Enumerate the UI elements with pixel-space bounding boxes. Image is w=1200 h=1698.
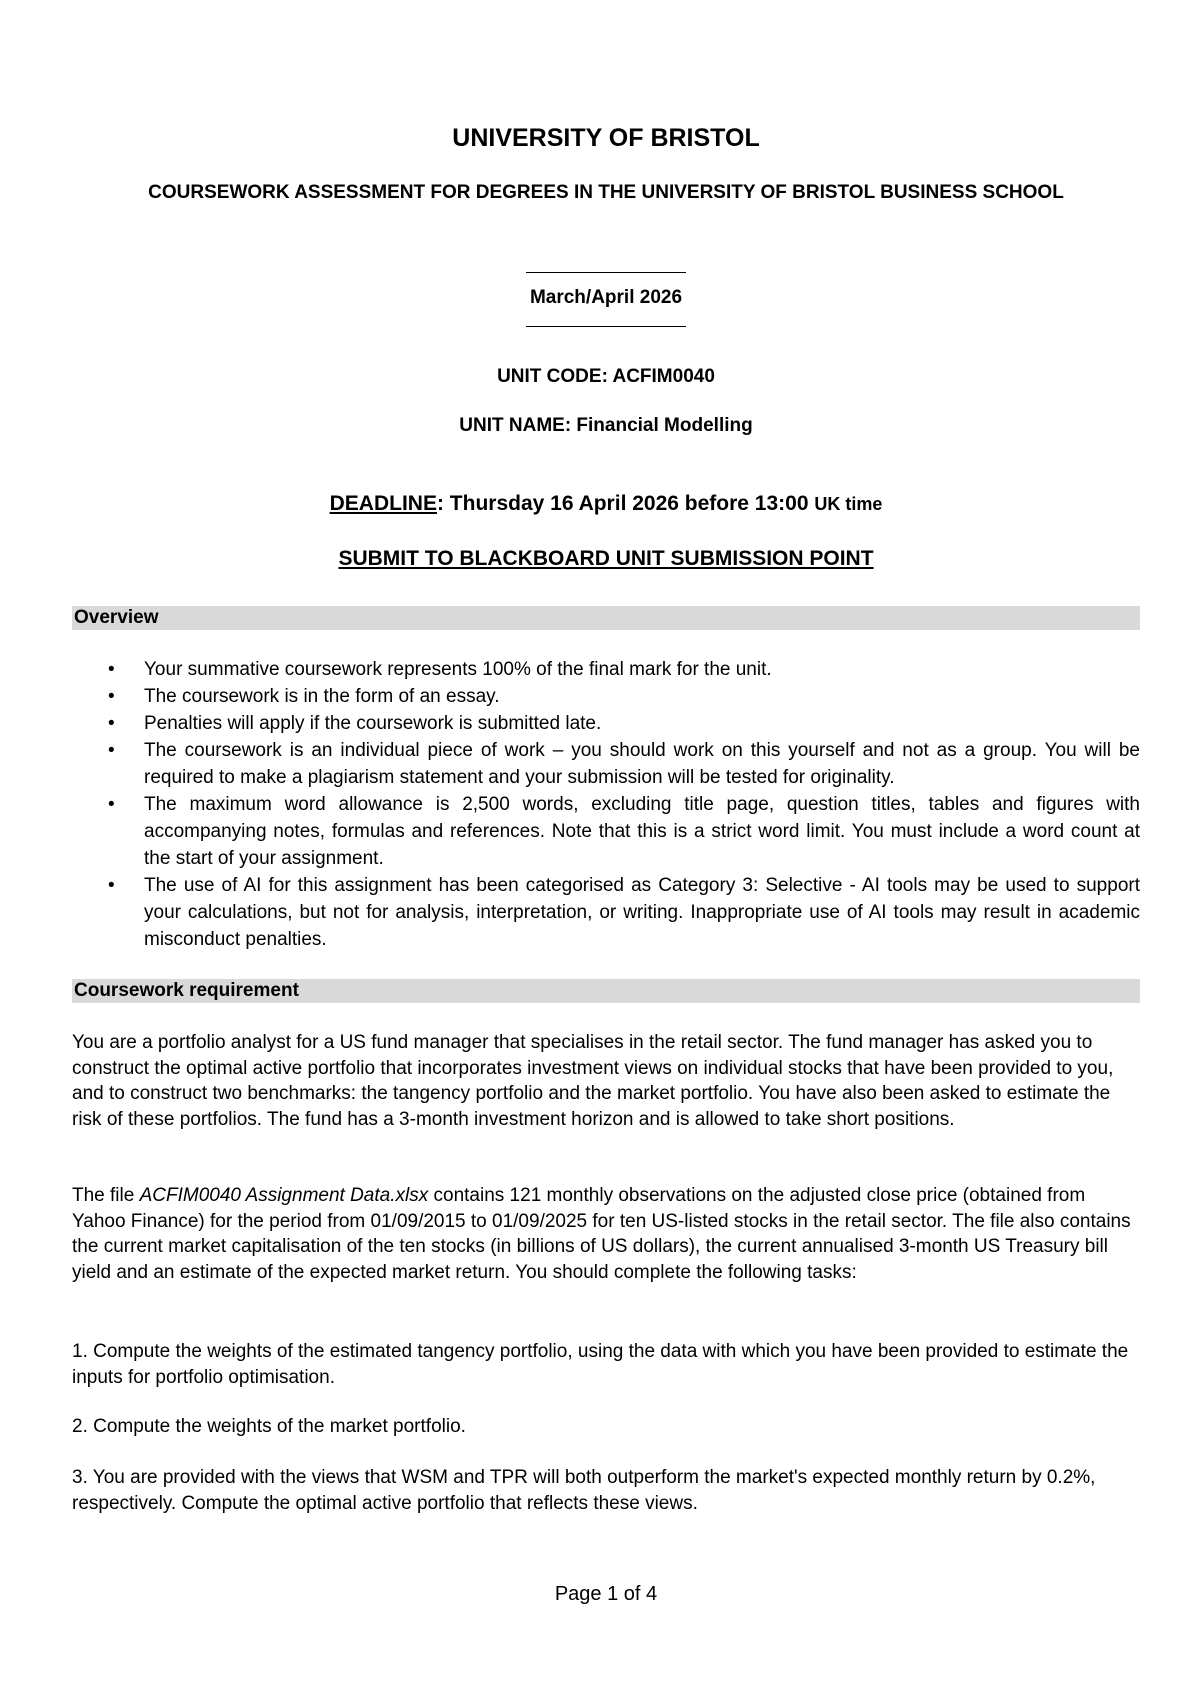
list-item: • Penalties will apply if the coursework is submitted late.: [72, 710, 1140, 737]
list-item: • The maximum word allowance is 2,500 words, excluding title page, question titles, tables and figures with accompanying notes, formulas and references. Note that this is a strict word limit. You must include a word count at the start of your assignment.: [72, 791, 1140, 872]
deadline-text: : Thursday 16 April 2026 before 13:00: [436, 492, 815, 515]
task-3: 3. You are provided with the views that WSM and TPR will both outperform the market's expected monthly return by 0.2%, respectively. Compute the optimal active portfolio that reflects these views.: [72, 1467, 1096, 1514]
page-number: Page 1 of 4: [554, 1583, 658, 1605]
bullet-icon: •: [108, 794, 115, 815]
bullet-icon: •: [108, 713, 115, 734]
submission-instruction: SUBMIT TO BLACKBOARD UNIT SUBMISSION POINT: [338, 547, 874, 570]
deadline-timezone: UK time: [814, 494, 883, 514]
task-1: 1. Compute the weights of the estimated tangency portfolio, using the data with which you have been provided to estimate the inputs for portfolio optimisation.: [72, 1341, 1129, 1388]
bullet-icon: •: [108, 659, 115, 680]
requirement-intro: You are a portfolio analyst for a US fund manager that specialises in the retail sector. The fund manager has asked you to construct the optimal active portfolio that incorporates investment views on individual stocks that have been provided to you, and to construct two benchmarks: the tangency portfolio and the market portfolio. You have also been asked to estimate the risk of these portfolios. The fund has a 3-month investment horizon and is allowed to take short positions.: [72, 1032, 1114, 1130]
document-page: [72, 0, 1140, 1698]
bullet-icon: •: [108, 740, 115, 761]
bullet-icon: •: [108, 686, 115, 707]
divider-top: [526, 272, 686, 273]
data-file-name: ACFIM0040 Assignment Data.xlsx: [139, 1185, 429, 1206]
bullet-icon: •: [108, 875, 115, 896]
assessment-subtitle: COURSEWORK ASSESSMENT FOR DEGREES IN THE UNIVERSITY OF BRISTOL BUSINESS SCHOOL: [148, 182, 1064, 203]
list-item: • The coursework is in the form of an essay.: [72, 683, 1140, 710]
list-item: • The coursework is an individual piece of work – you should work on this yourself and not as a group. You will be required to make a plagiarism statement and your submission will be tested for originality.: [72, 737, 1140, 791]
overview-list: [72, 656, 1140, 953]
task-2: 2. Compute the weights of the market portfolio.: [72, 1416, 466, 1437]
deadline: [72, 492, 1140, 516]
assessment-date: March/April 2026: [529, 287, 683, 308]
requirement-heading: Coursework requirement: [72, 979, 1140, 1003]
overview-heading: Overview: [72, 606, 1140, 630]
unit-code: UNIT CODE: ACFIM0040: [497, 366, 715, 387]
divider-bottom: [526, 326, 686, 327]
unit-name: UNIT NAME: Financial Modelling: [459, 415, 753, 436]
list-item: • Your summative coursework represents 100% of the final mark for the unit.: [72, 656, 1140, 683]
data-description: The file ACFIM0040 Assignment Data.xlsx contains 121 monthly observations on the adjusted close price (obtained from Yahoo Finance) for the period from 01/09/2015 to 01/09/2025 for ten US-listed stocks in the retail sector. The file also contains the current market capitalisation of the ten stocks (in billions of US dollars), the current annualised 3-month US Treasury bill yield and an estimate of the expected market return. You should complete the following tasks:: [72, 1185, 1131, 1283]
list-item: • The use of AI for this assignment has been categorised as Category 3: Selective - AI tools may be used to support your calculations, but not for analysis, interpretation, or writing. Inappropriate use of AI tools may result in academic misconduct penalties.: [72, 872, 1140, 953]
deadline-label: DEADLINE: [329, 492, 437, 515]
university-title: UNIVERSITY OF BRISTOL: [452, 124, 760, 152]
